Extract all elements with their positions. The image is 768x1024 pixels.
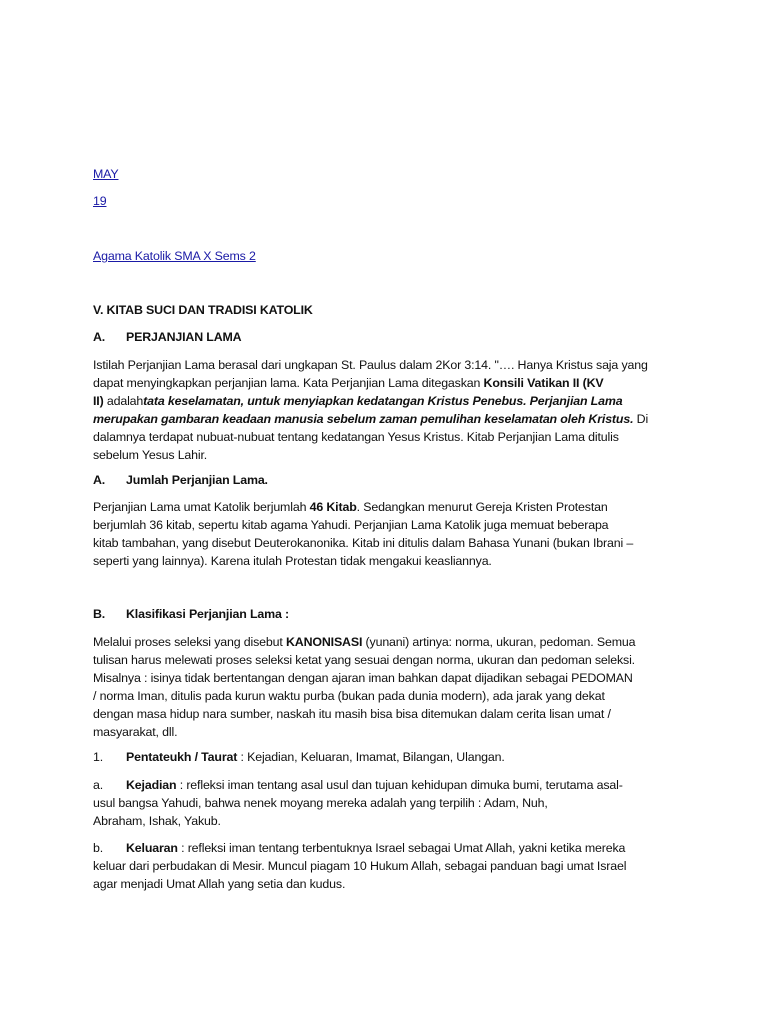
text-line (93, 357, 648, 375)
text-span: Kejadian (126, 778, 177, 792)
section-heading (93, 302, 313, 320)
text-span: A. (93, 330, 106, 344)
text-span: 1. (93, 750, 104, 764)
text-line (93, 724, 635, 742)
text-line (93, 411, 648, 429)
text-line (93, 876, 626, 894)
subheading-perjanjian-lama (93, 329, 241, 347)
date-day-link[interactable]: 19 (93, 194, 107, 208)
text-span: Melalui proses seleksi yang disebut (93, 635, 286, 649)
text-span: berjumlah 36 kitab, sepertu kitab agama Yahudi. Perjanjian Lama Katolik juga memuat beberapa (93, 517, 609, 532)
text-span: Abraham, Ishak, Yakub. (93, 813, 221, 828)
text-line (93, 329, 241, 347)
date-month-link[interactable]: MAY (93, 167, 119, 181)
text-span: a. (93, 778, 104, 792)
text-span: agar menjadi Umat Allah yang setia dan kudus. (93, 876, 346, 891)
text-line (93, 429, 648, 447)
subheading-klasifikasi (93, 606, 289, 624)
text-span: V. KITAB SUCI DAN TRADISI KATOLIK (93, 303, 313, 317)
text-line (93, 553, 633, 571)
text-span: Keluaran (126, 841, 178, 855)
text-line (93, 813, 623, 831)
text-span: kitab tambahan, yang disebut Deuterokanonika. Kitab ini ditulis dalam Bahasa Yunani (bukan Ibrani – (93, 535, 634, 550)
text-line (93, 472, 268, 490)
text-span: tulisan harus melewati proses seleksi ketat yang sesuai dengan norma, ukuran dan pedoman seleksi. (93, 652, 635, 667)
text-line (93, 706, 635, 724)
text-span: masyarakat, dll. (93, 724, 178, 739)
text-line (93, 840, 626, 858)
text-line (93, 375, 648, 393)
text-line (93, 652, 635, 670)
paragraph-jumlah (93, 499, 633, 571)
paragraph-kanonisasi (93, 634, 635, 741)
text-span: : refleksi iman tentang asal usul dan tujuan kehidupan dimuka bumi, terutama asal- (176, 778, 623, 792)
text-span: merupakan gambaran keadaan manusia sebelum zaman pemulihan keselamatan oleh Kristus. (93, 411, 634, 426)
text-span: dalamnya terdapat nubuat-nubuat tentang kedatangan Yesus Kristus. Kitab Perjanjian Lama ditulis (93, 429, 619, 444)
text-line (93, 499, 633, 517)
list-item-pentateukh (93, 749, 505, 767)
text-line (93, 749, 505, 767)
text-span: dengan masa hidup nara sumber, naskah itu masih bisa bisa ditemukan dalam cerita lisan umat / (93, 706, 611, 721)
text-line (93, 670, 635, 688)
text-span: . Sedangkan menurut Gereja Kristen Protestan (356, 500, 608, 514)
text-span: dapat menyingkapkan perjanjian lama. Kata Perjanjian Lama ditegaskan (93, 375, 484, 390)
text-span: II) (93, 393, 104, 408)
text-span: Klasifikasi Perjanjian Lama : (126, 607, 289, 621)
text-span: Istilah Perjanjian Lama berasal dari ungkapan St. Paulus dalam 2Kor 3:14. "…. Hanya Kristus saja yang (93, 358, 648, 372)
text-span: adalah (103, 393, 144, 408)
text-line (93, 634, 635, 652)
text-span: Pentateukh / Taurat (126, 750, 238, 764)
text-span: b. (93, 841, 104, 855)
text-span: A. (93, 473, 106, 487)
text-span: / norma Iman, ditulis pada kurun waktu purba (bukan pada dunia modern), ada jarak yang dekat (93, 688, 605, 703)
text-span: sebelum Yesus Lahir. (93, 447, 208, 462)
text-span: usul bangsa Yahudi, bahwa nenek moyang mereka adalah yang terpilih : Adam, Nuh, (93, 795, 548, 810)
text-span: seperti yang lainnya). Karena itulah Protestan tidak mengakui keasliannya. (93, 553, 492, 568)
text-span: (yunani) artinya: norma, ukuran, pedoman. Semua (362, 635, 636, 649)
text-line (93, 858, 626, 876)
text-line (93, 795, 623, 813)
text-line (93, 606, 289, 624)
text-span: : refleksi iman tentang terbentuknya Israel sebagai Umat Allah, yakni ketika mereka (177, 841, 626, 855)
text-span: Perjanjian Lama umat Katolik berjumlah (93, 500, 310, 514)
list-item-keluaran (93, 840, 626, 894)
text-span: Jumlah Perjanjian Lama. (126, 473, 268, 487)
text-line (93, 777, 623, 795)
text-span: keluar dari perbudakan di Mesir. Muncul piagam 10 Hukum Allah, sebagai panduan bagi umat Israel (93, 858, 627, 873)
paragraph-intro (93, 357, 648, 464)
post-title-link[interactable]: Agama Katolik SMA X Sems 2 (93, 249, 256, 263)
text-line (93, 688, 635, 706)
text-span: : Kejadian, Keluaran, Imamat, Bilangan, Ulangan. (237, 750, 505, 764)
list-item-kejadian (93, 777, 623, 831)
text-span: 46 Kitab (309, 500, 357, 514)
text-line (93, 517, 633, 535)
text-span: Misalnya : isinya tidak bertentangan dengan ajaran iman bahkan dapat dijadikan sebagai PEDOMAN (93, 670, 633, 685)
text-line (93, 447, 648, 465)
text-span: PERJANJIAN LAMA (126, 330, 242, 344)
text-span: B. (93, 607, 106, 621)
text-span: Konsili Vatikan II (KV (483, 375, 604, 390)
text-line (93, 393, 648, 411)
text-span: KANONISASI (285, 635, 363, 649)
subheading-jumlah (93, 472, 268, 490)
text-line (93, 302, 313, 320)
text-span: tata keselamatan, untuk menyiapkan kedatangan Kristus Penebus. Perjanjian Lama (143, 393, 623, 408)
text-line (93, 535, 633, 553)
text-span: Di (633, 411, 649, 426)
